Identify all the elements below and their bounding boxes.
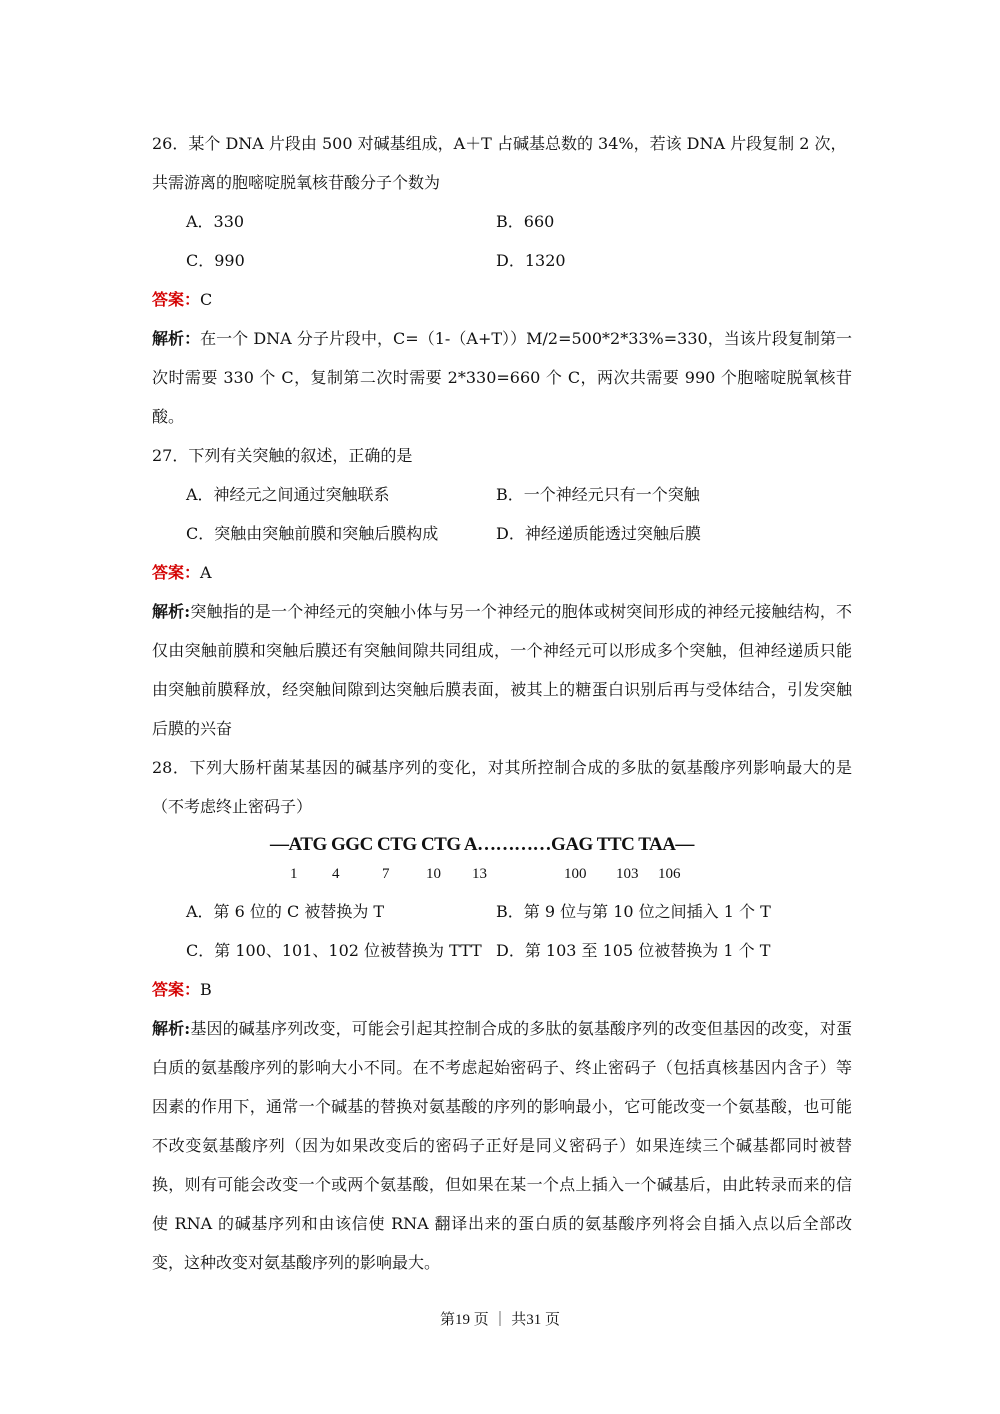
q26-explanation-text: 在一个 DNA 分子片段中，C=（1-（A+T））M/2=500*2*33%=330，当该片段复制第一次时需要 330 个 C，复制第二次时需要 2*330=660 个 C，两次共需要 990 个胞嘧啶脱氧核苷酸。 (152, 329, 852, 426)
page-footer: 第19 页 ｜ 共31 页 (439, 1312, 560, 1328)
q26-option-c: C．990 (186, 251, 245, 270)
q26-answer-value: C (200, 290, 213, 309)
q28-position-label: 7 (382, 866, 390, 882)
document-page (152, 124, 852, 1282)
q28-options-row2 (152, 931, 852, 970)
q28-answer (152, 970, 852, 1009)
q28-option-a: A．第 6 位的 C 被替换为 T (186, 902, 385, 921)
q28-position-label: 103 (616, 866, 639, 882)
q26-option-a: A．330 (186, 212, 245, 231)
q26-explanation-label: 解析： (152, 329, 201, 348)
q28-options-row1 (152, 892, 852, 931)
q28-option-d: D．第 103 至 105 位被替换为 1 个 T (496, 941, 771, 960)
q27-option-c: C．突触由突触前膜和突触后膜构成 (186, 524, 439, 543)
q26-options-row2 (152, 241, 852, 280)
q28-explanation-label: 解析: (152, 1019, 191, 1038)
q28-position-label: 10 (426, 866, 441, 882)
q28-sequence: —ATG GGC CTG CTG A…………GAG TTC TAA— (270, 834, 694, 855)
q26-explanation (152, 319, 852, 436)
q26-option-d: D．1320 (496, 251, 566, 270)
q28-position-label: 13 (472, 866, 487, 882)
q28-explanation-text: 基因的碱基序列改变，可能会引起其控制合成的多肽的氨基酸序列的改变但基因的改变，对蛋白质的氨基酸序列的影响大小不同。在不考虑起始密码子、终止密码子（包括真核基因内含子）等因素的作用下，通常一个碱基的替换对氨基酸的序列的影响最小，它可能改变一个氨基酸，也可能不改变氨基酸序列（因为如果改变后的密码子正好是同义密码子）如果连续三个碱基都同时被替换，则有可能会改变一个或两个氨基酸，但如果在某一个点上插入一个碱基后，由此转录而来的信使 RNA 的碱基序列和由该信使 RNA 翻译出来的蛋白质的氨基酸序列将会自插入点以后全部改变，这种改变对氨基酸序列的影响最大。 (152, 1019, 852, 1272)
q26-option-b: B．660 (496, 212, 555, 231)
q27-option-b: B．一个神经元只有一个突触 (496, 485, 700, 504)
q28-option-c: C．第 100、101、102 位被替换为 TTT (186, 941, 482, 960)
q27-answer (152, 553, 852, 592)
q27-option-d: D．神经递质能透过突触后膜 (496, 524, 701, 543)
q26-answer-label: 答案： (152, 290, 201, 309)
q26-options-row1 (152, 202, 852, 241)
q28-position-label: 106 (658, 866, 681, 882)
q28-sequence-figure (152, 826, 852, 892)
q28-position-label: 1 (290, 866, 298, 882)
q27-explanation-text: 突触指的是一个神经元的突触小体与另一个神经元的胞体或树突间形成的神经元接触结构，不仅由突触前膜和突触后膜还有突触间隙共同组成，一个神经元可以形成多个突触，但神经递质只能由突触前膜释放，经突触间隙到达突触后膜表面，被其上的糖蛋白识别后再与受体结合，引发突触后膜的兴奋 (152, 602, 852, 738)
q27-explanation-label: 解析: (152, 602, 191, 621)
q27-explanation (152, 592, 852, 748)
q27-options-row1 (152, 475, 852, 514)
q28-stem: 28．下列大肠杆菌某基因的碱基序列的变化，对其所控制合成的多肽的氨基酸序列影响最大的是（不考虑终止密码子） (152, 758, 852, 816)
q27-option-a: A．神经元之间通过突触联系 (186, 485, 390, 504)
q26-stem-line2: 共需游离的胞嘧啶脱氧核苷酸分子个数为 (152, 173, 441, 192)
q28-position-label: 4 (332, 866, 340, 882)
q26-answer (152, 280, 852, 319)
q28-explanation (152, 1009, 852, 1282)
q28-answer-value: B (200, 980, 212, 999)
q27-answer-label: 答案： (152, 563, 201, 582)
q27-answer-value: A (200, 563, 212, 582)
q26-stem-line1: 26．某个 DNA 片段由 500 对碱基组成，A＋T 占碱基总数的 34%，若该 DNA 片段复制 2 次， (152, 134, 847, 153)
q27-stem: 27．下列有关突触的叙述，正确的是 (152, 446, 413, 465)
q28-answer-label: 答案： (152, 980, 201, 999)
q27-options-row2 (152, 514, 852, 553)
q28-option-b: B．第 9 位与第 10 位之间插入 1 个 T (496, 902, 771, 921)
q28-position-label: 100 (564, 866, 587, 882)
